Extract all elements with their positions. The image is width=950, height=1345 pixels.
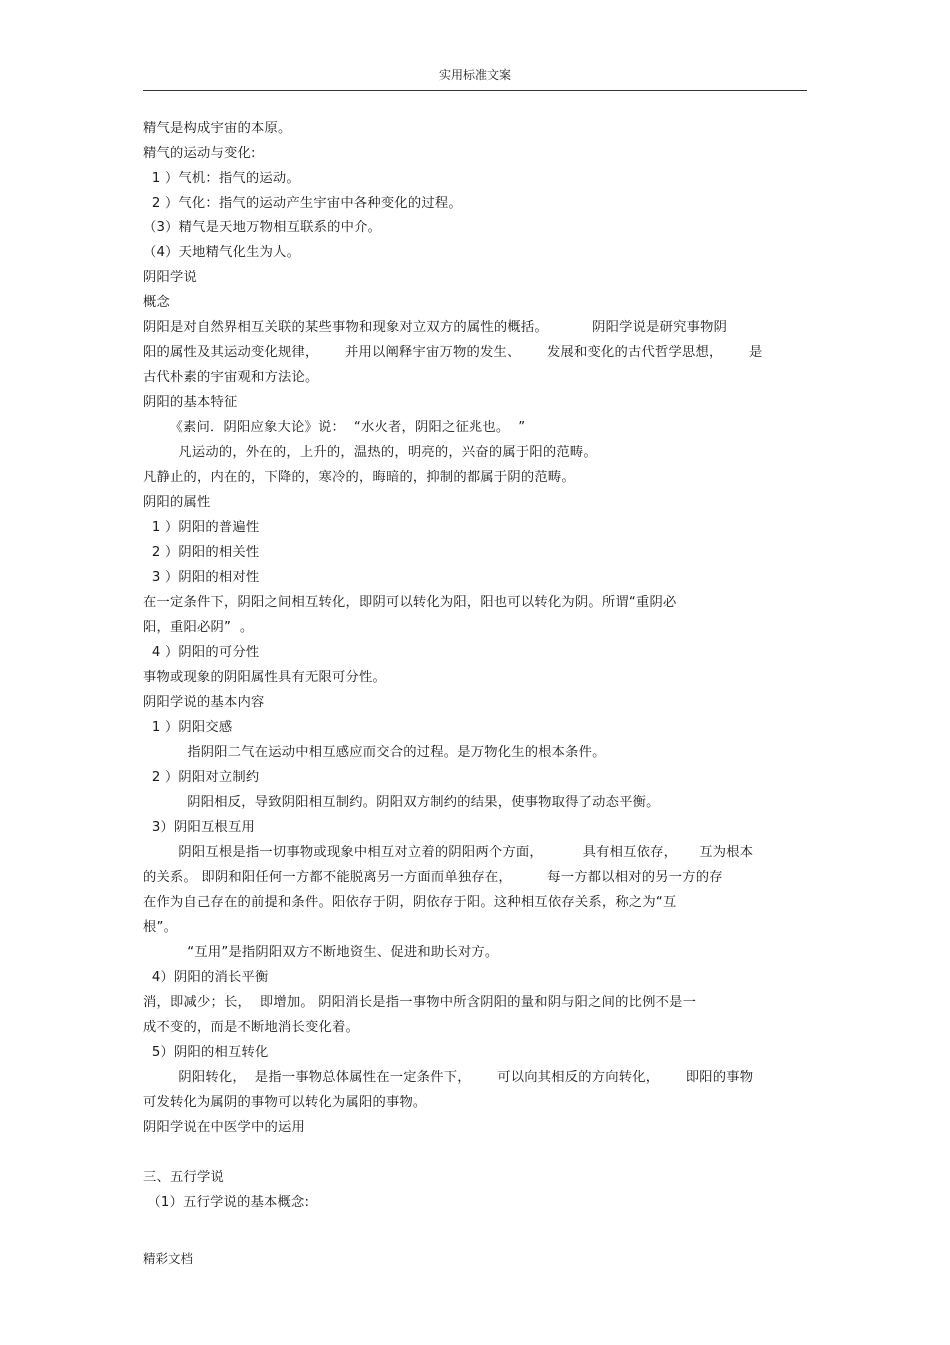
text-line: （1）五行学说的基本概念: xyxy=(143,1195,310,1210)
text-line: 2 ）气化：指气的运动产生宇宙中各种变化的过程。 xyxy=(143,196,462,211)
header-divider xyxy=(143,90,807,91)
text-line: 阴阳相反，导致阴阳相互制约。阴阳双方制约的结果，使事物取得了动态平衡。 xyxy=(143,795,660,810)
text-line: 3 ）阴阳的相对性 xyxy=(143,570,260,585)
text-line: 精气的运动与变化: xyxy=(143,146,256,161)
text-line: 指阴阳二气在运动中相互感应而交合的过程。是万物化生的根本条件。 xyxy=(143,745,606,760)
text-line: 阴阳是对自然界相互关联的某些事物和现象对立双方的属性的概括。 阴阳学说是研究事物阴 xyxy=(143,320,728,335)
text-line: 阴阳学说的基本内容 xyxy=(143,695,265,710)
text-line: 概念 xyxy=(143,295,170,310)
section-heading: 三、五行学说 xyxy=(143,1170,224,1185)
text-line: 凡运动的，外在的，上升的，温热的，明亮的，兴奋的属于阳的范畴。 xyxy=(143,445,597,460)
text-line: 在一定条件下，阴阳之间相互转化，即阴可以转化为阳，阳也可以转化为阴。所谓“重阴必 xyxy=(143,595,677,610)
text-line: 1 ）阴阳交感 xyxy=(143,720,233,735)
page-footer: 精彩文档 xyxy=(143,1251,194,1266)
text-line: 4 ）阴阳的可分性 xyxy=(143,645,260,660)
text-line: 阴阳学说在中医学中的运用 xyxy=(143,1120,305,1135)
text-line: 消，即减少；长， 即增加。 阴阳消长是指一事物中所含阴阳的量和阴与阳之间的比例不是一 xyxy=(143,995,697,1010)
text-line: 《素问．阴阳应象大论》说： “水火者，阴阳之征兆也。 ” xyxy=(143,420,526,435)
section-heading: 阴阳学说 xyxy=(143,270,197,285)
text-line: （4）天地精气化生为人。 xyxy=(143,245,301,260)
text-line: 1 ）阴阳的普遍性 xyxy=(143,520,260,535)
text-line: 根”。 xyxy=(143,920,178,935)
text-line: 阴阳互根是指一切事物或现象中相互对立着的阴阳两个方面， 具有相互依存， 互为根本 xyxy=(143,845,754,860)
text-line: 2 ）阴阳对立制约 xyxy=(143,770,260,785)
text-line: 阴阳的属性 xyxy=(143,495,211,510)
text-line: 可发转化为属阴的事物可以转化为属阳的事物。 xyxy=(143,1095,427,1110)
text-line: （3）精气是天地万物相互联系的中介。 xyxy=(143,220,382,235)
text-line: 的关系。 即阴和阳任何一方都不能脱离另一方面而单独存在， 每一方都以相对的另一方的存 xyxy=(143,870,723,885)
text-line: 5）阴阳的相互转化 xyxy=(143,1045,269,1060)
text-line: 成不变的，而是不断地消长变化着。 xyxy=(143,1020,359,1035)
text-line: “互用”是指阴阳双方不断地资生、促进和助长对方。 xyxy=(143,945,499,960)
text-line: 在作为自己存在的前提和条件。阳依存于阴，阴依存于阳。这种相互依存关系，称之为“互 xyxy=(143,895,677,910)
text-line: 古代朴素的宇宙观和方法论。 xyxy=(143,370,319,385)
text-line: 凡静止的，内在的，下降的，寒冷的，晦暗的，抑制的都属于阴的范畴。 xyxy=(143,470,575,485)
text-line: 3）阴阳互根互用 xyxy=(143,820,255,835)
text-line: 事物或现象的阴阳属性具有无限可分性。 xyxy=(143,670,386,685)
text-line: 阳，重阳必阴” 。 xyxy=(143,620,254,635)
text-line: 阴阳转化， 是指一事物总体属性在一定条件下， 可以向其相反的方向转化， 即阳的事物 xyxy=(143,1070,754,1085)
text-line: 4）阴阳的消长平衡 xyxy=(143,970,269,985)
text-line: 1 ）气机：指气的运动。 xyxy=(143,171,300,186)
page-header: 实用标准文案 xyxy=(438,68,511,82)
text-line: 阳的属性及其运动变化规律， 并用以阐释宇宙万物的发生、 发展和变化的古代哲学思想， 是 xyxy=(143,345,763,360)
text-line: 精气是构成宇宙的本原。 xyxy=(143,121,292,136)
text-line: 阴阳的基本特征 xyxy=(143,395,238,410)
text-line: 2 ）阴阳的相关性 xyxy=(143,545,260,560)
